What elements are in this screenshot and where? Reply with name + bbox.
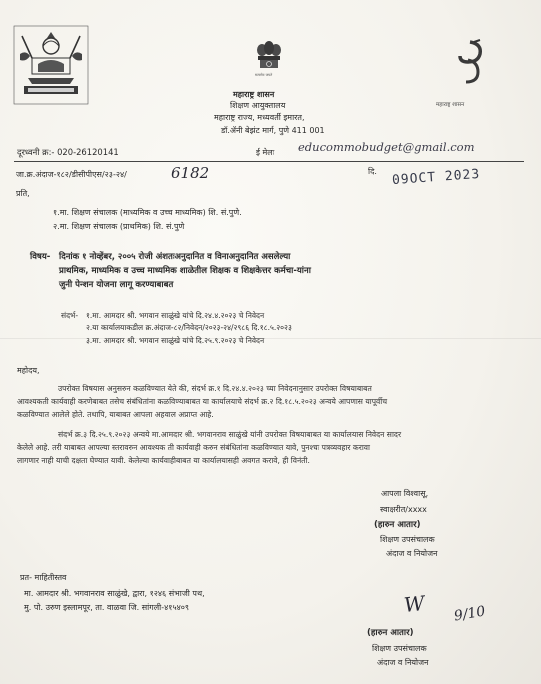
subject-line-2: प्राथमिक, माध्यमिक व उच्च माध्यमिक शाळेतील शिक्षक व शिक्षकेत्तर कर्मचा-यांना bbox=[59, 266, 311, 276]
recipient-prati: प्रति, bbox=[16, 189, 30, 198]
subject-line-1: दिनांक १ नोव्हेंबर, २००५ रोजी अंशतःअनुदानित व विनाअनुदानित असलेल्या bbox=[59, 252, 291, 262]
fold-line bbox=[0, 338, 541, 339]
date-label: दि. bbox=[368, 167, 377, 176]
org-name: महाराष्ट्र शासन bbox=[233, 90, 275, 99]
closing-yours: आपला विश्वासू, bbox=[381, 489, 429, 498]
handwritten-signature-date: 9/10 bbox=[452, 603, 487, 625]
signatory-designation: शिक्षण उपसंचालक bbox=[380, 535, 435, 544]
date-stamp: 09OCT 2023 bbox=[391, 166, 481, 189]
paragraph-2-line-1: संदर्भ क्र.३ दि.२५.९.२०२३ अन्वये मा.आमदार श्री. भगवानराव साळुंखे यांनी उपरोक्त विषयाबाबत या कार्यालयास निवेदन सादर bbox=[58, 430, 402, 439]
right-logo bbox=[450, 38, 490, 88]
phone-number: दूरध्वनी क्र:- 020-26120141 bbox=[17, 147, 119, 157]
reference-2: २.या कार्यालयाकडील क्र.अंदाज-८२/निवेदन/२०२३-२४/२९८६ दि.१८.५.२०२३ bbox=[86, 323, 292, 332]
reference-number-handwritten: 6182 bbox=[171, 164, 210, 182]
recipient-1: १.मा. शिक्षण संचालक (माध्यमिक व उच्च माध्यमिक) शि. सं.पुणे. bbox=[53, 208, 242, 217]
subject-label: विषय- bbox=[30, 252, 51, 262]
org-address-2: डॉ.ॲनी बेझंट मार्ग, पुणे 411 001 bbox=[221, 126, 325, 135]
copy-to-line-2: मु. पो. उरुण इस्लामपूर, ता. वाळवा जि. सांगली-४१५४०९ bbox=[24, 603, 190, 612]
org-address-1: महाराष्ट्र राज्य, मध्यवर्ती इमारत, bbox=[214, 113, 305, 122]
left-emblem-logo bbox=[12, 24, 90, 106]
signatory-department: अंदाज व नियोजन bbox=[386, 549, 438, 558]
reference-3: ३.मा. आमदार श्री. भगवान साळुंखे यांचे दि.२५.९.२०२३ चे निवेदन bbox=[86, 336, 265, 345]
email-label: ई मेलः bbox=[256, 148, 275, 157]
paragraph-1-line-3: कळविण्यात आलेले होते. तथापि, याबाबत आपला अहवाल अप्राप्त आहे. bbox=[17, 410, 214, 419]
national-emblem-logo bbox=[254, 40, 284, 82]
handwritten-signature: W bbox=[402, 590, 426, 618]
copy-to-line-1: मा. आमदार श्री. भगवानराव साळुंखे, द्वारा, १२४६ संभाजी पथ, bbox=[24, 589, 205, 598]
paragraph-2-line-2: केलेले आहे. तरी याबाबत आपल्या स्तरावरुन आवश्यक ती कार्यवाही करुन संबंधितांना कळविण्यात यावे, पुनश्चः पत्रव्यवहार करावा bbox=[17, 443, 370, 452]
salutation: महोदय, bbox=[17, 366, 40, 375]
paragraph-1-line-2: आवश्यकती कार्यवाही करणेबाबत तसेच संबंधितांना कळविण्याबाबत या कार्यालयाचे संदर्भ क्र.२ दि.१८.५.२०२३ अन्वये आपणास यापूर्वीच bbox=[17, 397, 388, 406]
header-rule bbox=[14, 161, 524, 162]
reference-number: जा.क्र.अंदाज-१८२/डीसीपीएस/२३-२४/ bbox=[16, 170, 127, 179]
org-office: शिक्षण आयुक्तालय bbox=[230, 101, 286, 110]
closing-signed: स्वाक्षरीत/xxxx bbox=[380, 505, 427, 514]
paragraph-1-line-1: उपरोक्त विषयास अनुसरुन कळविण्यात येते की, संदर्भ क्र.१ दि.२४.४.२०२३ च्या निवेदनानुसार उपरोक्त विषयाबाबत bbox=[58, 384, 372, 393]
signatory-name: (हारुन आतार) bbox=[374, 520, 421, 530]
email-address: educommobudget@gmail.com bbox=[298, 140, 475, 154]
signatory-department-2: अंदाज व नियोजन bbox=[377, 658, 429, 667]
emblem-caption: सत्यमेव जयते bbox=[255, 73, 273, 77]
signatory-name-2: (हारुन आतार) bbox=[367, 628, 414, 638]
reference-1: १.मा. आमदार श्री. भगवान साळुंखे यांचे दि.२४.४.२०२३ चे निवेदन bbox=[86, 311, 265, 320]
recipient-2: २.मा. शिक्षण संचालक (प्राथमिक) शि. सं.पुणे bbox=[53, 222, 185, 231]
copy-to-label: प्रत- माहितीस्तव bbox=[20, 573, 67, 582]
signatory-designation-2: शिक्षण उपसंचालक bbox=[372, 644, 427, 653]
references-label: संदर्भ- bbox=[61, 311, 79, 320]
paragraph-2-line-3: लागणार नाही याची दक्षता घेण्यात यावी. केलेल्या कार्यवाहीबाबत या कार्यालयासही अवगत करावे, ही विनंती. bbox=[17, 456, 310, 465]
subject-line-3: जुनी पेन्शन योजना लागू करण्याबाबत bbox=[59, 280, 174, 290]
right-logo-caption: महाराष्ट्र शासन bbox=[436, 102, 465, 108]
